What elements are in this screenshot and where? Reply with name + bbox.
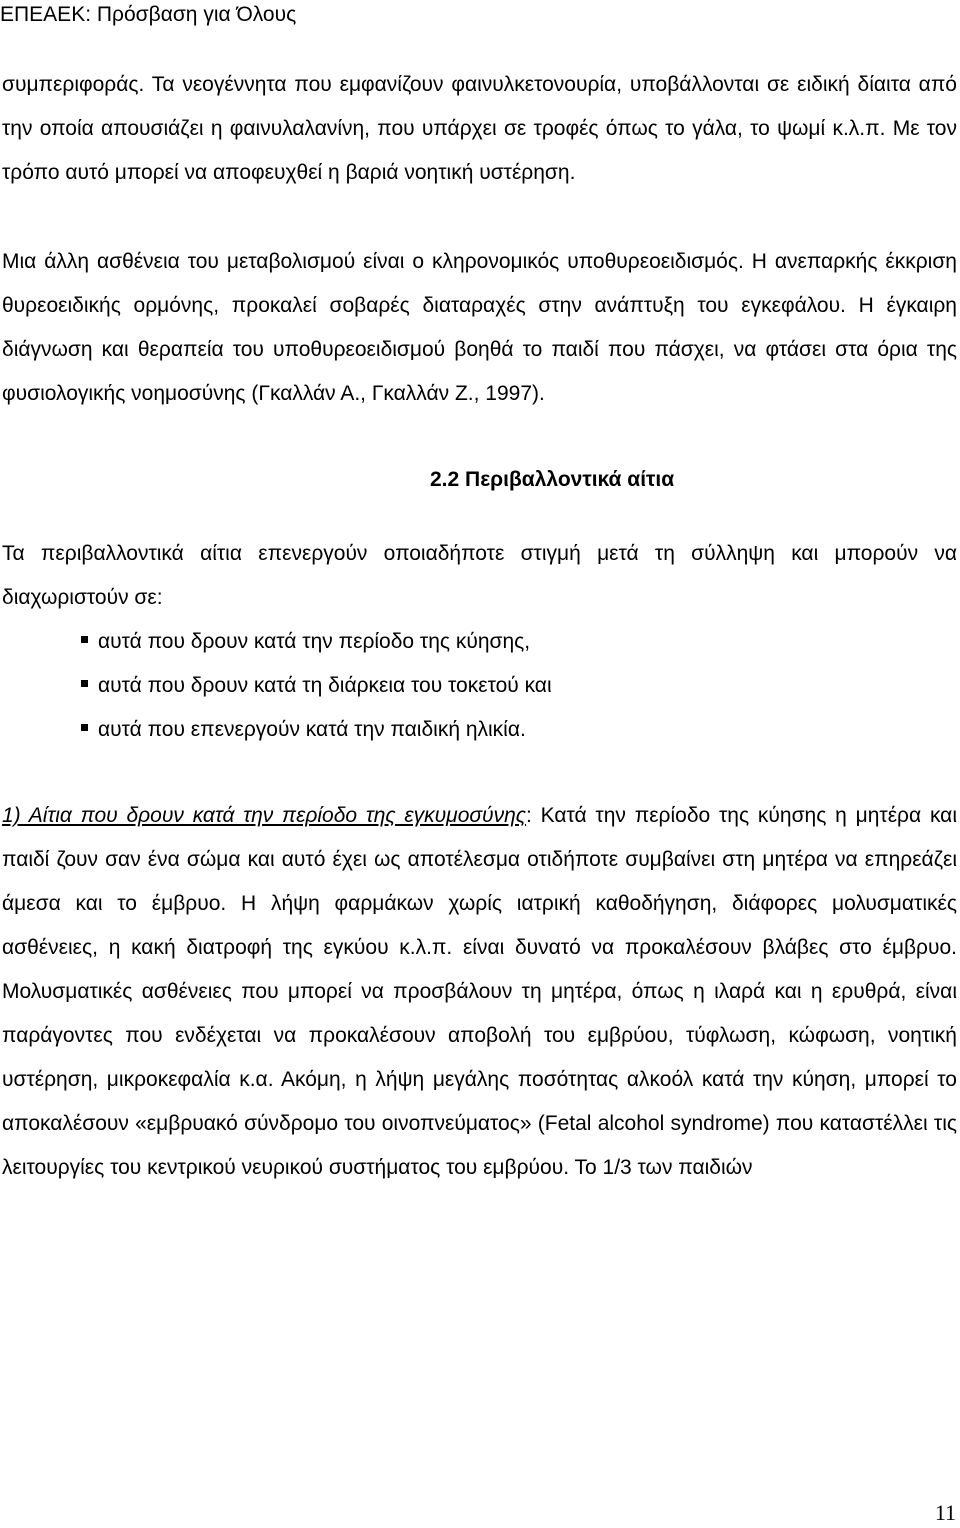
document-body bbox=[2, 63, 957, 1190]
paragraph-pregnancy-causes bbox=[2, 794, 957, 1190]
paragraph-hypothyroidism: Μια άλλη ασθένεια του μεταβολισμού είναι ο κληρονομικός υποθυρεοειδισμός. Η ανεπαρκής έκκριση θυρεοειδικής ορμόνης, προκαλεί σοβαρές διαταραχές στην ανάπτυξη του εγκεφάλου. Η έγκαιρη διάγνωση και θεραπεία του υποθυρεοειδισμού βοηθά το παιδί που πάσχει, να φτάσει στα όρια της φυσιολογικής νοημοσύνης (Γκαλλάν Α., Γκαλλάν Ζ., 1997). bbox=[2, 250, 957, 405]
list-item: αυτά που δρουν κατά την περίοδο της κύησης, bbox=[81, 620, 957, 664]
document-header: ΕΠΕΑΕΚ: Πρόσβαση για Όλους bbox=[0, 3, 297, 26]
section-heading: 2.2 Περιβαλλοντικά αίτια bbox=[430, 468, 675, 491]
list-item: αυτά που επενεργούν κατά την παιδική ηλικία. bbox=[81, 708, 957, 752]
bullet-list-container bbox=[2, 620, 957, 752]
paragraph-phenylketonuria: συμπεριφοράς. Τα νεογέννητα που εμφανίζουν φαινυλκετονουρία, υποβάλλονται σε ειδική δίαιτα από την οποία απουσιάζει η φαινυλαλανίνη, που υπάρχει σε τροφές όπως το γάλα, το ψωμί κ.λ.π. Με τον τρόπο αυτό μπορεί να αποφευχθεί η βαριά νοητική υστέρηση. bbox=[2, 73, 957, 184]
paragraph-pregnancy-text: : Κατά την περίοδο της κύησης η μητέρα και παιδί ζουν σαν ένα σώμα και αυτό έχει ως αποτέλεσμα οτιδήποτε συμβαίνει στη μητέρα να επηρεάζει άμεσα και το έμβρυο. Η λήψη φαρμάκων χωρίς ιατρική καθοδήγηση, διάφορες μολυσματικές ασθένειες, η κακή διατροφή της εγκύου κ.λ.π. είναι δυνατό να προκαλέσουν βλάβες στο έμβρυο. Μολυσματικές ασθένειες που μπορεί να προσβάλουν τη μητέρα, όπως η ιλαρά και η ερυθρά, είναι παράγοντες που ενδέχεται να προκαλέσουν αποβολή του εμβρύου, τύφλωση, κώφωση, νοητική υστέρηση, μικροκεφαλία κ.α. Ακόμη, η λήψη μεγάλης ποσότητας αλκοόλ κατά την κύηση, μπορεί το αποκαλέσουν «εμβρυακό σύνδρομο του οινοπνεύματος» (Fetal alcohol syndrome) που καταστέλλει τις λειτουργίες του κεντρικού νευρικού συστήματος του εμβρύου. Το 1/3 των παιδιών bbox=[2, 804, 957, 1179]
paragraph-environmental-causes: Τα περιβαλλοντικά αίτια επενεργούν οποιαδήποτε στιγμή μετά τη σύλληψη και μπορούν να διαχωριστούν σε: bbox=[2, 542, 957, 609]
list-item: αυτά που δρουν κατά τη διάρκεια του τοκετού και bbox=[81, 664, 957, 708]
page-number: 11 bbox=[934, 1500, 956, 1525]
bullet-list bbox=[2, 620, 957, 752]
underlined-lead: 1) Αίτια που δρουν κατά την περίοδο της εγκυμοσύνης bbox=[2, 804, 526, 827]
